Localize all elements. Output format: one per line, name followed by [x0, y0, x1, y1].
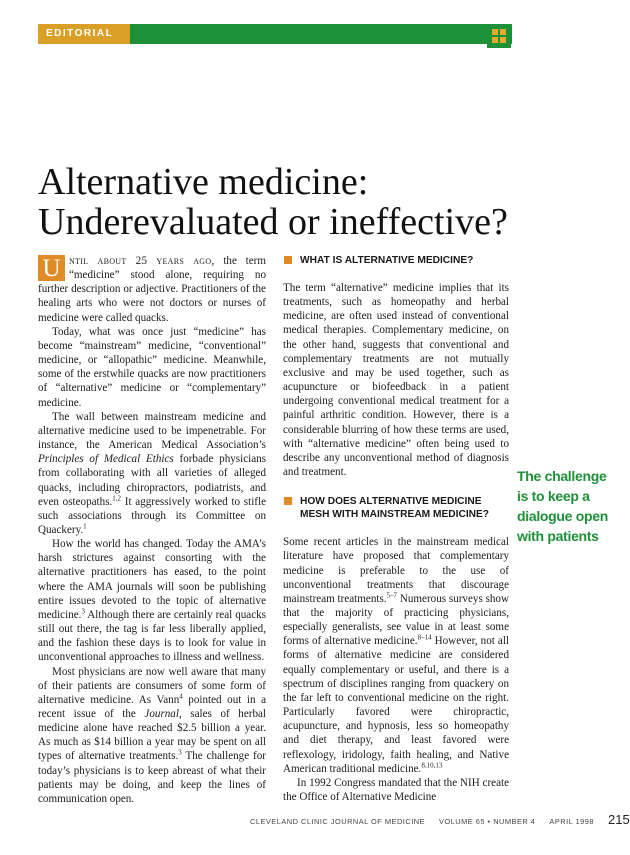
reference-marker: 3: [178, 748, 182, 757]
lead-in: ntil about 25 years ago,: [69, 255, 215, 267]
section-heading-1: WHAT IS ALTERNATIVE MEDICINE?: [283, 254, 509, 267]
section-label: EDITORIAL: [38, 24, 130, 44]
bullet-square-icon: [284, 256, 292, 264]
paragraph-6: The term “alternative” medicine implies that its treatments, such as homeopathy and herbal medicine, are often used instead of conventional medical therapies. Complementary medicine, on the other hand, suggests that conventional and complementary treatments are not mutually exclusive and may be used together, such as acupuncture or biofeedback in a patient undergoing conventional medical treatment for a painful arthritic condition. However, there is a considerable blurring of how these terms are used, with “alternative medicine” often being used to describe any unconventional method of diagnosis and treatment.: [283, 282, 509, 479]
issue-date: APRIL 1998: [549, 817, 594, 826]
right-column: [283, 254, 509, 804]
paragraph-5: Most physicians are now well aware that many of their patients are consumers of some form of alternative medicine. As Vann$^4$ pointed out in a recent issue of the Journal, sales of herbal medicine alone have reached $2.5 billion a year. As much as $14 billion a year may be spent on all types of alternative treatments.$^3$ The challenge for today’s physicians is to keep abreast of what their patients may be doing, and keep the lines of communication open.: [38, 665, 266, 805]
paragraph-3: The wall between mainstream medicine and alternative medicine used to be impenetrable. For instance, the American Medical Association’s Principles of Medical Ethics forbade physicians from collaborating with all varieties of alleged quacks, including chiropractors, podiatrists, and even osteopaths.$^{1,2}$ It aggressively worked to stifle such associations through its Committee on Quackery.$^1$: [38, 410, 267, 536]
paragraph-2: Today, what was once just “medicine” has become “mainstream” medicine, “conventional” medicine, or “allopathic” medicine. Meanwhile, some of the erstwhile quacks are now practitioners of “alternative” medicine or “complementary” medicine.: [38, 325, 266, 409]
drop-cap: U: [38, 255, 65, 281]
reference-marker: 4: [179, 692, 183, 701]
page-number: 215: [607, 812, 630, 827]
title-line-2: Underevaluated or ineffective?: [38, 201, 508, 243]
reference-marker: 1: [83, 522, 87, 531]
volume-number: VOLUME 65 • NUMBER 4: [439, 817, 536, 826]
journal-name: CLEVELAND CLINIC JOURNAL OF MEDICINE: [250, 817, 426, 826]
left-column: [38, 254, 266, 806]
reference-marker: 1,2: [112, 493, 122, 502]
page-footer: [250, 812, 630, 827]
article-title: [38, 162, 558, 242]
paragraph-8: In 1992 Congress mandated that the NIH create the Office of Alternative Medicine: [283, 776, 509, 803]
reference-marker: 8,10,13: [421, 761, 443, 769]
paragraph-7: Some recent articles in the mainstream medical literature have proposed that complementary medicine is preferable to the use of unconventional treatments that discourage mainstream treatments.$^{5-7}$ Numerous surveys show that the majority of practicing physicians, especially generalists, see value in at least some forms of alternative medicine.$^{8-14}$ However, not all forms of alternative medicine are considered equally complementary or useful, and there is a spectrum of disciplines ranging from quackery on the far left to conventional medicine on the right. Particularly favored were chiropractic, acupuncture, and hypnosis, less so homeopathy and diet therapy, and least favored were reflexology, iridology, faith healing, and Native American traditional medicine.$^{8,10,13}$: [283, 536, 509, 775]
reference-marker: 8–14: [417, 633, 432, 642]
square-cross-icon: [487, 24, 511, 48]
bullet-square-icon: [284, 497, 292, 505]
reference-marker: 3: [81, 607, 85, 616]
section-bar: [38, 24, 512, 44]
paragraph-1: U ntil about 25 years ago, the term “medicine” stood alone, requiring no further description or adjective. Practitioners of the healing arts who were not doctors or nurses of medicine were called quacks.: [38, 255, 266, 324]
paragraph-4: How the world has changed. Today the AMA’s harsh strictures against consorting with the alternative practitioners has eased, to the point where the AMA journals will soon be publishing entire issues devoted to the topic of alternative medicine.$^3$ Although there are certainly real quacks still out there, the tag is far less liberally applied, and the fashion these days is to look for value in unconventional approaches to illness and wellness.: [38, 538, 266, 664]
pull-quote: The challenge is to keep a dialogue open with patients: [517, 468, 608, 544]
title-line-1: Alternative medicine:: [38, 161, 369, 203]
reference-marker: 5–7: [386, 591, 398, 600]
section-heading-2: HOW DOES ALTERNATIVE MEDICINE MESH WITH MAINSTREAM MEDICINE?: [283, 495, 509, 521]
